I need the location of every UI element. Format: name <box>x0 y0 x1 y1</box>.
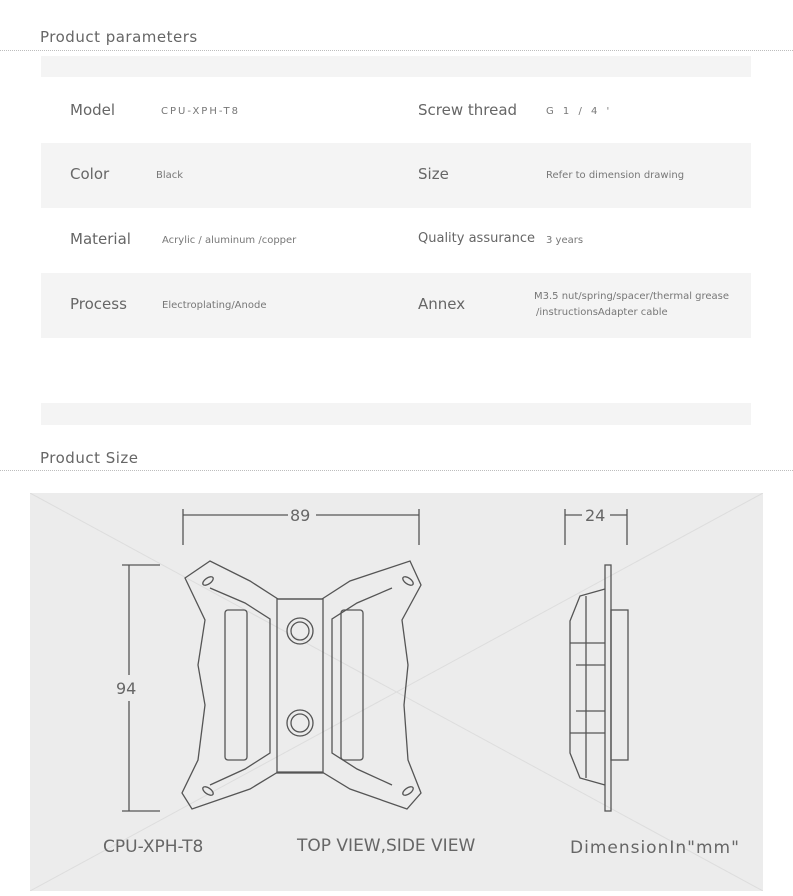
quality-assurance-label: Quality assurance <box>418 231 536 246</box>
table-row-material <box>41 208 751 273</box>
background-lines <box>30 493 763 891</box>
color-label: Color <box>70 165 110 183</box>
model-label: Model <box>70 101 116 119</box>
parameters-divider <box>0 50 793 51</box>
quality-assurance-value: 3 years <box>546 235 584 246</box>
table-spacer-top <box>41 56 751 77</box>
dimension-drawing-svg <box>30 493 763 891</box>
top-view <box>122 509 421 811</box>
parameters-table <box>41 56 751 425</box>
process-label: Process <box>70 295 127 313</box>
height-dimension: 94 <box>116 679 137 698</box>
dimension-drawing <box>30 493 763 891</box>
units-caption: DimensionIn"mm" <box>570 838 740 858</box>
annex-value-line1: M3.5 nut/spring/spacer/thermal grease <box>534 291 730 302</box>
size-title: Product Size <box>40 449 139 467</box>
size-value: Refer to dimension drawing <box>546 170 685 181</box>
width-dimension: 89 <box>290 506 311 525</box>
side-view <box>565 509 628 811</box>
table-row-process <box>41 273 751 338</box>
material-value: Acrylic / aluminum /copper <box>162 235 297 246</box>
parameters-title: Product parameters <box>40 28 198 46</box>
views-caption: TOP VIEW,SIDE VIEW <box>297 836 476 856</box>
model-caption: CPU-XPH-T8 <box>103 837 204 857</box>
annex-value-line2: /instructionsAdapter cable <box>536 307 668 318</box>
depth-dimension: 24 <box>585 506 606 525</box>
color-value: Black <box>156 170 184 181</box>
size-label: Size <box>418 165 449 183</box>
annex-label: Annex <box>418 295 466 313</box>
table-spacer-bottom <box>41 403 751 425</box>
model-value: CPU-XPH-T8 <box>161 106 241 117</box>
screw-thread-value: G 1 / 4 ' <box>546 106 613 117</box>
material-label: Material <box>70 230 131 248</box>
table-row-empty <box>41 338 751 403</box>
table-row-color <box>41 143 751 208</box>
size-divider <box>0 470 793 471</box>
process-value: Electroplating/Anode <box>162 300 267 311</box>
table-row-model <box>41 77 751 143</box>
screw-thread-label: Screw thread <box>418 101 518 119</box>
